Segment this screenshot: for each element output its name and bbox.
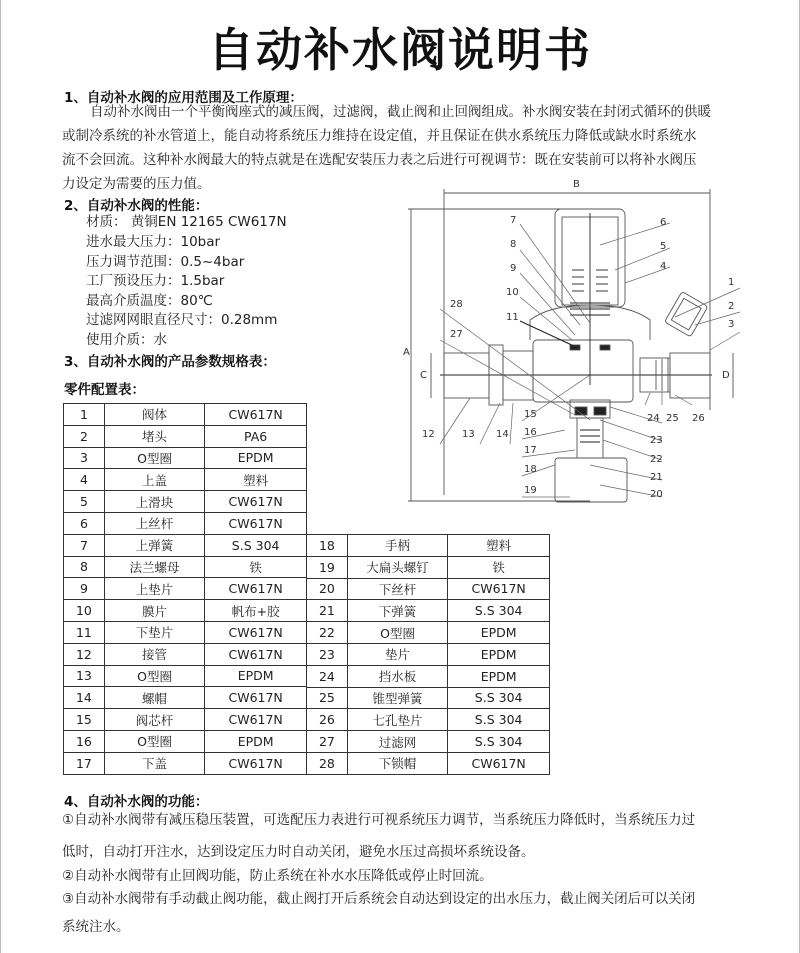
parts-table-row	[307, 535, 550, 557]
callout-7: 7	[510, 215, 517, 226]
callout-1: 1	[728, 277, 735, 288]
parts-table-row	[64, 512, 307, 534]
part-name: 阀芯杆	[104, 709, 204, 731]
part-number: 28	[307, 752, 348, 774]
parts-table-row	[307, 731, 550, 753]
parts-table-row	[64, 665, 307, 687]
part-number: 6	[64, 512, 105, 534]
part-name: 上滑块	[104, 491, 204, 513]
function-line: 系统注水。	[62, 919, 130, 935]
part-name: 垫片	[347, 643, 447, 665]
parts-table-left	[63, 403, 307, 775]
parts-table-right	[306, 534, 550, 775]
part-number: 19	[307, 556, 348, 578]
part-name: 下锁帽	[347, 752, 447, 774]
part-name: 接管	[104, 643, 204, 665]
parts-table-row	[64, 600, 307, 622]
part-number: 8	[64, 556, 105, 578]
parts-table-row	[64, 447, 307, 469]
part-number: 4	[64, 469, 105, 491]
part-number: 15	[64, 709, 105, 731]
callout-14: 14	[496, 429, 509, 440]
part-number: 10	[64, 600, 105, 622]
part-material: 塑料	[205, 469, 307, 491]
part-material: 铁	[448, 556, 550, 578]
part-number: 17	[64, 752, 105, 774]
callout-13: 13	[462, 429, 475, 440]
part-material: 塑料	[448, 535, 550, 557]
section4-heading: 4、自动补水阀的功能：	[64, 794, 209, 810]
part-number: 1	[64, 404, 105, 426]
part-name: 螺帽	[104, 687, 204, 709]
part-name: 下弹簧	[347, 600, 447, 622]
section1-line: 或制冷系统的补水管道上，能自动将系统压力维持在设定值，并且保证在供水系统压力降低或缺水时系统水	[62, 128, 697, 144]
part-material: CW617N	[205, 404, 307, 426]
part-material: EPDM	[448, 622, 550, 644]
callout-19: 19	[524, 485, 537, 496]
section1-line: 力设定为需要的压力值。	[62, 176, 211, 192]
callout-5: 5	[660, 241, 667, 252]
parts-table-row	[64, 534, 307, 556]
parts-table-heading: 零件配置表：	[64, 382, 145, 398]
part-material: S.S 304	[448, 731, 550, 753]
parts-table-row	[307, 622, 550, 644]
function-line: ③自动补水阀带有手动截止阀功能，截止阀打开后系统会自动达到设定的出水压力，截止阀关闭后可以关闭	[62, 891, 696, 907]
part-material: EPDM	[205, 665, 307, 687]
part-material: EPDM	[205, 730, 307, 752]
part-number: 23	[307, 643, 348, 665]
callout-20: 20	[650, 489, 663, 500]
part-name: O型圈	[347, 622, 447, 644]
parts-table-row	[64, 404, 307, 426]
parts-table-row	[64, 730, 307, 752]
valve-cross-section-diagram	[400, 175, 780, 505]
part-name: 膜片	[104, 600, 204, 622]
part-number: 21	[307, 600, 348, 622]
part-name: 手柄	[347, 535, 447, 557]
part-name: 挡水板	[347, 665, 447, 687]
part-material: CW617N	[448, 752, 550, 774]
part-material: CW617N	[448, 578, 550, 600]
callout-4: 4	[660, 261, 667, 272]
part-name: O型圈	[104, 730, 204, 752]
part-material: 铁	[205, 556, 307, 578]
function-line: ①自动补水阀带有减压稳压装置，可选配压力表进行可视系统压力调节，当系统压力降低时，当系统压力过	[62, 812, 696, 828]
callout-28: 28	[450, 299, 463, 310]
callout-21: 21	[650, 472, 663, 483]
part-number: 9	[64, 578, 105, 600]
part-name: 过滤网	[347, 731, 447, 753]
callout-9: 9	[510, 263, 517, 274]
dim-label-b: B	[573, 179, 580, 190]
callout-17: 17	[524, 445, 537, 456]
part-name: O型圈	[104, 447, 204, 469]
part-number: 13	[64, 665, 105, 687]
section3-heading: 3、自动补水阀的产品参数规格表：	[64, 354, 276, 370]
spec-max-inlet-pressure: 进水最大压力：10bar	[86, 234, 221, 250]
spec-max-temperature: 最高介质温度：80℃	[86, 293, 213, 309]
parts-table-row	[307, 752, 550, 774]
part-name: 下丝杆	[347, 578, 447, 600]
part-name: 上盖	[104, 469, 204, 491]
parts-table-row	[64, 709, 307, 731]
part-number: 3	[64, 447, 105, 469]
part-number: 16	[64, 730, 105, 752]
part-material: EPDM	[448, 665, 550, 687]
dim-label-a: A	[403, 347, 410, 358]
parts-table-row	[64, 687, 307, 709]
part-name: 七孔垫片	[347, 709, 447, 731]
part-name: O型圈	[104, 665, 204, 687]
callout-8: 8	[510, 239, 517, 250]
callout-18: 18	[524, 464, 537, 475]
part-name: 上弹簧	[104, 534, 204, 556]
section1-heading: 1、自动补水阀的应用范围及工作原理：	[64, 90, 303, 106]
dim-label-d: D	[722, 370, 730, 381]
callout-3: 3	[728, 319, 735, 330]
part-number: 27	[307, 731, 348, 753]
parts-table-row	[307, 600, 550, 622]
callout-15: 15	[524, 409, 537, 420]
parts-table-row	[307, 556, 550, 578]
parts-table-row	[307, 643, 550, 665]
parts-table-row	[307, 665, 550, 687]
part-material: CW617N	[205, 687, 307, 709]
part-number: 24	[307, 665, 348, 687]
spec-filter-mesh: 过滤网网眼直径尺寸：0.28mm	[86, 312, 278, 328]
part-number: 26	[307, 709, 348, 731]
callout-22: 22	[650, 454, 663, 465]
callout-10: 10	[506, 287, 519, 298]
part-number: 25	[307, 687, 348, 709]
part-number: 20	[307, 578, 348, 600]
callout-23: 23	[650, 435, 663, 446]
part-name: 上垫片	[104, 578, 204, 600]
callout-26: 26	[692, 413, 705, 424]
part-number: 12	[64, 643, 105, 665]
part-material: CW617N	[205, 578, 307, 600]
function-line: 低时，自动打开注水，达到设定压力时自动关闭，避免水压过高损坏系统设备。	[62, 844, 535, 860]
part-material: PA6	[205, 425, 307, 447]
part-material: CW617N	[205, 512, 307, 534]
callout-27: 27	[450, 329, 463, 340]
section1-line: 自动补水阀由一个平衡阀座式的减压阀，过滤阀，截止阀和止回阀组成。补水阀安装在封闭式循环的供暖	[90, 104, 711, 120]
part-material: CW617N	[205, 491, 307, 513]
part-number: 14	[64, 687, 105, 709]
callout-6: 6	[660, 217, 667, 228]
spec-material: 材质： 黄铜EN 12165 CW617N	[86, 214, 287, 230]
callout-11: 11	[506, 312, 519, 323]
parts-table-row	[307, 578, 550, 600]
callout-12: 12	[422, 429, 435, 440]
part-material: S.S 304	[205, 534, 307, 556]
parts-table-row	[64, 643, 307, 665]
section2-heading: 2、自动补水阀的性能：	[64, 198, 209, 214]
callout-24: 24	[647, 413, 660, 424]
callout-25: 25	[666, 413, 679, 424]
part-name: 法兰螺母	[104, 556, 204, 578]
part-name: 大扁头螺钉	[347, 556, 447, 578]
part-material: S.S 304	[448, 709, 550, 731]
parts-table-row	[64, 556, 307, 578]
parts-table-row	[64, 621, 307, 643]
dim-label-c: C	[420, 370, 427, 381]
part-number: 22	[307, 622, 348, 644]
part-material: EPDM	[448, 643, 550, 665]
section1-line: 流不会回流。这种补水阀最大的特点就是在选配安装压力表之后进行可视调节：既在安装前可以将补水阀压	[62, 152, 697, 168]
part-material: CW617N	[205, 709, 307, 731]
part-name: 下垫片	[104, 621, 204, 643]
spec-pressure-range: 压力调节范围：0.5~4bar	[86, 254, 245, 270]
function-line: ②自动补水阀带有止回阀功能，防止系统在补水水压降低或停止时回流。	[62, 868, 493, 884]
parts-table-row	[64, 425, 307, 447]
part-material: CW617N	[205, 752, 307, 774]
parts-table-row	[307, 687, 550, 709]
part-material: CW617N	[205, 621, 307, 643]
part-material: 帆布+胶	[205, 600, 307, 622]
part-material: CW617N	[205, 643, 307, 665]
part-name: 堵头	[104, 425, 204, 447]
part-number: 18	[307, 535, 348, 557]
callout-2: 2	[728, 301, 735, 312]
part-name: 上丝杆	[104, 512, 204, 534]
parts-table-row	[64, 491, 307, 513]
part-number: 11	[64, 621, 105, 643]
part-name: 下盖	[104, 752, 204, 774]
part-name: 锥型弹簧	[347, 687, 447, 709]
spec-factory-preset: 工厂预设压力：1.5bar	[86, 273, 225, 289]
parts-table-row	[64, 469, 307, 491]
part-material: S.S 304	[448, 600, 550, 622]
part-number: 2	[64, 425, 105, 447]
part-number: 7	[64, 534, 105, 556]
part-material: S.S 304	[448, 687, 550, 709]
part-material: EPDM	[205, 447, 307, 469]
document-title: 自动补水阀说明书	[208, 23, 592, 77]
parts-table-row	[64, 578, 307, 600]
callout-16: 16	[524, 427, 537, 438]
parts-table-row	[307, 709, 550, 731]
spec-medium: 使用介质：水	[86, 332, 167, 348]
parts-table-row	[64, 752, 307, 774]
part-name: 阀体	[104, 404, 204, 426]
part-number: 5	[64, 491, 105, 513]
